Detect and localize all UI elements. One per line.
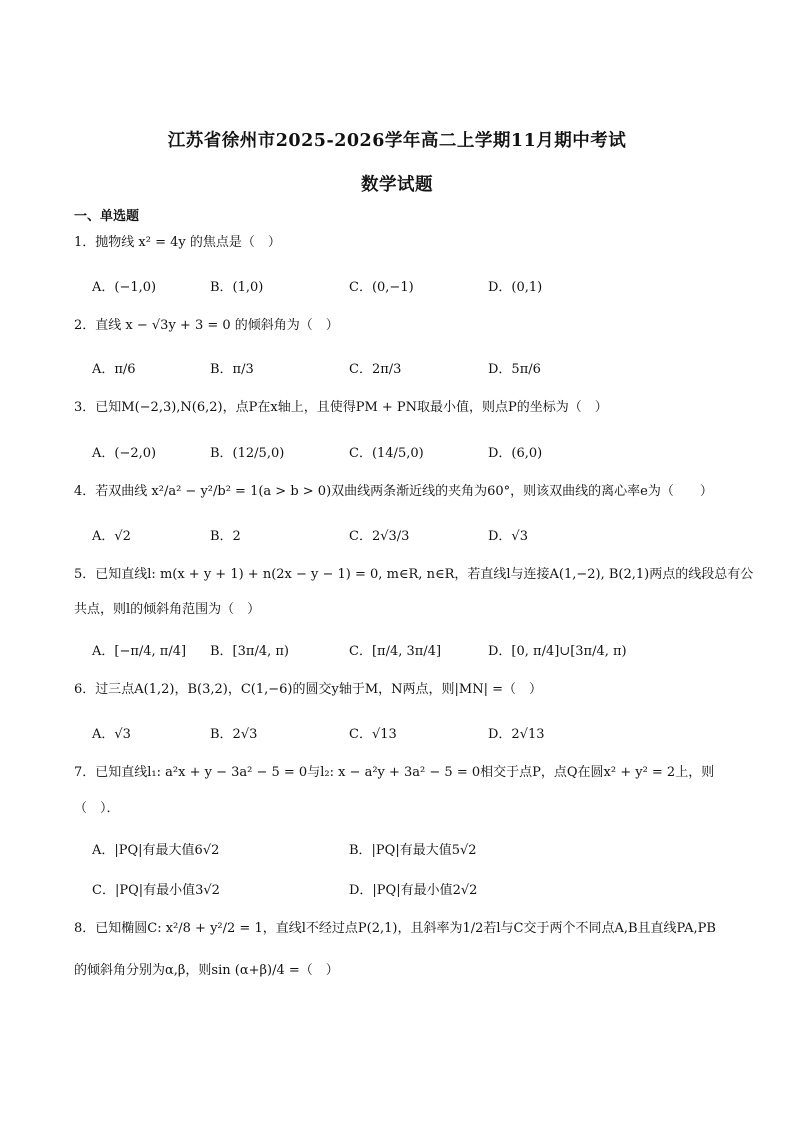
- q3-option-b: B．(12/5,0): [210, 446, 285, 461]
- question-1-stem: 1．抛物线 x² = 4y 的焦点是（ ）: [74, 235, 281, 250]
- q6-option-a: A．√3: [92, 727, 131, 742]
- question-8-stem-line1: 8．已知椭圆C: x²/8 + y²/2 = 1，直线l不经过点P(2,1)，且斜率为1/2若l与C交于两个不同点A,B且直线PA,PB: [74, 921, 716, 936]
- question-7-stem-line1: 7．已知直线l₁: a²x + y − 3a² − 5 = 0与l₂: x − a²y + 3a² − 5 = 0相交于点P，点Q在圆x² + y² = 2上，则: [74, 765, 715, 780]
- q2-option-d: D．5π/6: [488, 362, 541, 377]
- q4-option-a: A．√2: [92, 529, 131, 544]
- q2-option-a: A．π/6: [92, 362, 136, 377]
- exam-title: 江苏省徐州市2025-2026学年高二上学期11月期中考试: [167, 131, 627, 151]
- q1-option-d: D．(0,1): [488, 280, 543, 295]
- q1-option-a: A．(−1,0): [92, 280, 157, 295]
- q3-option-a: A．(−2,0): [92, 446, 157, 461]
- q5-option-b: B．[3π/4, π): [210, 644, 289, 659]
- q4-option-d: D．√3: [488, 529, 528, 544]
- q6-option-d: D．2√13: [488, 727, 545, 742]
- q7-option-d: D．|PQ|有最小值2√2: [349, 883, 478, 898]
- q6-option-b: B．2√3: [210, 727, 258, 742]
- q1-option-c: C．(0,−1): [349, 280, 414, 295]
- q1-option-b: B．(1,0): [210, 280, 264, 295]
- question-5-stem-line1: 5．已知直线l: m(x + y + 1) + n(2x − y − 1) = 0, m∈R, n∈R，若直线l与连接A(1,−2), B(2,1)两点的线段总有公: [74, 567, 754, 582]
- q5-option-d: D．[0, π/4]∪[3π/4, π): [488, 644, 627, 659]
- q7-option-c: C．|PQ|有最小值3√2: [92, 883, 220, 898]
- q4-option-b: B．2: [210, 529, 241, 544]
- question-8-stem-line2: 的倾斜角分别为α,β，则sin (α+β)/4 =（ ）: [74, 963, 339, 978]
- question-2-stem: 2．直线 x − √3y + 3 = 0 的倾斜角为（ ）: [74, 318, 339, 333]
- section-heading: 一、单选题: [74, 209, 140, 224]
- q3-option-d: D．(6,0): [488, 446, 543, 461]
- q5-option-c: C．[π/4, 3π/4]: [349, 644, 442, 659]
- q7-option-b: B．|PQ|有最大值5√2: [349, 843, 477, 858]
- q2-option-c: C．2π/3: [349, 362, 402, 377]
- q5-option-a: A．[−π/4, π/4]: [92, 644, 187, 659]
- question-5-stem-line2: 共点，则l的倾斜角范围为（ ）: [74, 602, 261, 617]
- question-3-stem: 3．已知M(−2,3),N(6,2)，点P在x轴上，且使得PM + PN取最小值，则点P的坐标为（ ）: [74, 400, 608, 415]
- q2-option-b: B．π/3: [210, 362, 254, 377]
- q7-option-a: A．|PQ|有最大值6√2: [92, 843, 220, 858]
- q3-option-c: C．(14/5,0): [349, 446, 424, 461]
- q4-option-c: C．2√3/3: [349, 529, 410, 544]
- question-4-stem: 4．若双曲线 x²/a² − y²/b² = 1(a > b > 0)双曲线两条渐近线的夹角为60°，则该双曲线的离心率e为（ ）: [74, 484, 713, 499]
- question-7-stem-line2: （ ）．: [74, 801, 120, 816]
- exam-subtitle: 数学试题: [361, 175, 433, 195]
- question-6-stem: 6．过三点A(1,2)，B(3,2)，C(1,−6)的圆交y轴于M，N两点，则|MN| =（ ）: [74, 682, 543, 697]
- q6-option-c: C．√13: [349, 727, 397, 742]
